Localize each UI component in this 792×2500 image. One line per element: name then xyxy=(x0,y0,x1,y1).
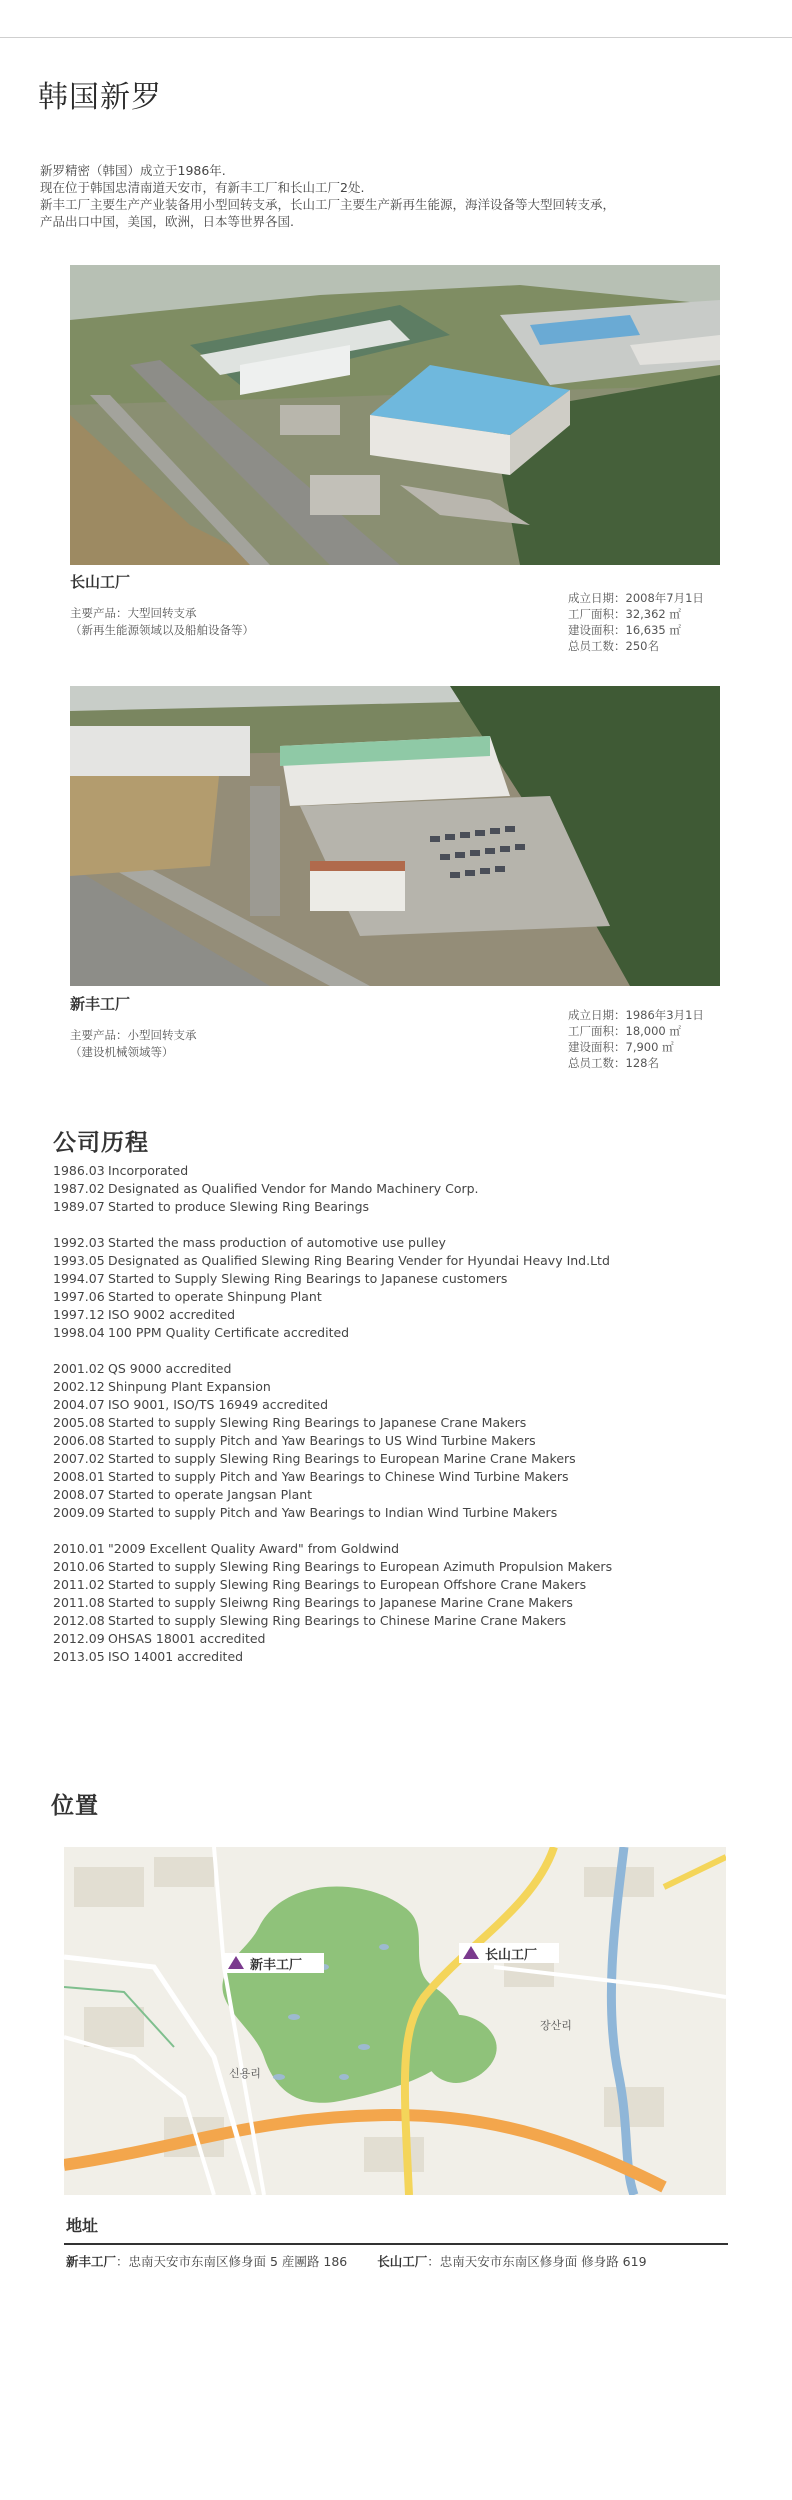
history-event: Started to supply Pitch and Yaw Bearings to Chinese Wind Turbine Makers xyxy=(108,1469,569,1484)
history-item xyxy=(53,1468,753,1486)
history-item xyxy=(53,1270,753,1288)
history-event: Shinpung Plant Expansion xyxy=(108,1379,271,1394)
history-item xyxy=(53,1414,753,1432)
history-item xyxy=(53,1378,753,1396)
history-date: 2012.09 xyxy=(53,1631,105,1646)
history-item xyxy=(53,1432,753,1450)
jangsan-plant-photo xyxy=(70,265,720,565)
history-date: 1997.12 xyxy=(53,1307,105,1322)
history-date: 2011.02 xyxy=(53,1577,105,1592)
history-event: Started to operate Shinpung Plant xyxy=(108,1289,322,1304)
stat-plant-area: 工厂面积：18,000 ㎡ xyxy=(568,1024,681,1038)
shinpung-plant-name: 新丰工厂 xyxy=(70,995,131,1013)
history-title: 公司历程 xyxy=(53,1130,149,1156)
history-event: Designated as Qualified Vendor for Mando Machinery Corp. xyxy=(108,1181,479,1196)
address-text: ：忠南天安市东南区修身面 5 産團路 186 xyxy=(116,2254,348,2269)
history-item xyxy=(53,1180,753,1198)
history-item xyxy=(53,1504,753,1522)
history-date: 2008.07 xyxy=(53,1487,105,1502)
history-event: Started to supply Slewing Ring Bearings to Japanese Crane Makers xyxy=(108,1415,527,1430)
history-date: 2005.08 xyxy=(53,1415,105,1430)
product-line: （新再生能源领域以及船舶设备等） xyxy=(70,623,254,637)
history-date: 2004.07 xyxy=(53,1397,105,1412)
map-label-jangsan-ri: 장산리 xyxy=(540,2019,572,2032)
page-title: 韩国新罗 xyxy=(38,80,162,115)
history-item xyxy=(53,1234,753,1252)
history-item xyxy=(53,1558,753,1576)
history-date: 1998.04 xyxy=(53,1325,105,1340)
intro-line: 新丰工厂主要生产产业装备用小型回转支承，长山工厂主要生产新再生能源，海洋设备等大型回转支承， xyxy=(40,197,616,212)
top-divider xyxy=(0,37,792,38)
shinpung-plant-stats xyxy=(568,1007,704,1071)
history-event: Started to operate Jangsan Plant xyxy=(108,1487,313,1502)
history-item xyxy=(53,1630,753,1648)
stat-founded: 成立日期：1986年3月1日 xyxy=(568,1008,704,1022)
history-date: 1987.02 xyxy=(53,1181,105,1196)
jangsan-plant-name: 长山工厂 xyxy=(70,573,131,591)
history-group-gap xyxy=(53,1342,753,1360)
history-event: Started to supply Sleiwng Ring Bearings to Japanese Marine Crane Makers xyxy=(108,1595,573,1610)
history-item xyxy=(53,1198,753,1216)
history-event: ISO 9001, ISO/TS 16949 accredited xyxy=(108,1397,329,1412)
history-date: 1992.03 xyxy=(53,1235,105,1250)
history-event: Started to supply Slewing Ring Bearings to Chinese Marine Crane Makers xyxy=(108,1613,567,1628)
history-item xyxy=(53,1288,753,1306)
history-date: 2011.08 xyxy=(53,1595,105,1610)
history-item xyxy=(53,1486,753,1504)
intro-line: 产品出口中国，美国，欧洲，日本等世界各国. xyxy=(40,214,294,229)
product-line: （建设机械领域等） xyxy=(70,1045,174,1059)
jangsan-map-marker[interactable] xyxy=(459,1943,559,1963)
history-event: Started to supply Pitch and Yaw Bearings to US Wind Turbine Makers xyxy=(108,1433,536,1448)
history-date: 2007.02 xyxy=(53,1451,105,1466)
history-date: 1989.07 xyxy=(53,1199,105,1214)
shinpung-map-marker[interactable] xyxy=(224,1953,324,1973)
address-name: 长山工厂 xyxy=(377,2254,428,2269)
address-title: 地址 xyxy=(66,2216,99,2235)
history-event: Started the mass production of automotive use pulley xyxy=(108,1235,446,1250)
history-event: Started to Supply Slewing Ring Bearings to Japanese customers xyxy=(108,1271,508,1286)
address-text: ：忠南天安市东南区修身面 修身路 619 xyxy=(427,2254,647,2269)
history-date: 2010.06 xyxy=(53,1559,105,1574)
history-date: 1986.03 xyxy=(53,1163,105,1178)
marker-label: 长山工厂 xyxy=(485,1948,538,1963)
marker-icon xyxy=(228,1956,244,1969)
history-event: Started to supply Slewing Ring Bearings to European Azimuth Propulsion Makers xyxy=(108,1559,613,1574)
stat-building-area: 建设面积：7,900 ㎡ xyxy=(568,1040,674,1054)
stat-building-area: 建设面积：16,635 ㎡ xyxy=(568,623,681,637)
history-group-gap xyxy=(53,1522,753,1540)
address-divider xyxy=(64,2243,728,2245)
history-item xyxy=(53,1360,753,1378)
history-event: Incorporated xyxy=(108,1163,189,1178)
history-item xyxy=(53,1306,753,1324)
history-date: 2010.01 xyxy=(53,1541,105,1556)
history-date: 1997.06 xyxy=(53,1289,105,1304)
stat-founded: 成立日期：2008年7月1日 xyxy=(568,591,704,605)
history-item xyxy=(53,1576,753,1594)
history-group-gap xyxy=(53,1216,753,1234)
history-event: "2009 Excellent Quality Award" from Goldwind xyxy=(108,1541,400,1556)
product-line: 主要产品：大型回转支承 xyxy=(70,606,197,620)
history-event: Designated as Qualified Slewing Ring Bearing Vender for Hyundai Heavy Ind.Ltd xyxy=(108,1253,610,1268)
history-item xyxy=(53,1648,753,1666)
history-date: 2012.08 xyxy=(53,1613,105,1628)
history-item xyxy=(53,1612,753,1630)
history-item xyxy=(53,1450,753,1468)
intro-line: 现在位于韩国忠清南道天安市，有新丰工厂和长山工厂2处. xyxy=(40,180,365,195)
intro-text xyxy=(40,162,740,230)
history-item xyxy=(53,1324,753,1342)
history-event: 100 PPM Quality Certificate accredited xyxy=(108,1325,350,1340)
history-date: 2006.08 xyxy=(53,1433,105,1448)
stat-plant-area: 工厂面积：32,362 ㎡ xyxy=(568,607,681,621)
history-date: 2013.05 xyxy=(53,1649,105,1664)
history-date: 2002.12 xyxy=(53,1379,105,1394)
product-line: 主要产品：小型回转支承 xyxy=(70,1028,197,1042)
jangsan-plant-stats xyxy=(568,590,704,654)
history-event: Started to supply Pitch and Yaw Bearings to Indian Wind Turbine Makers xyxy=(108,1505,558,1520)
history-list xyxy=(53,1162,753,1666)
history-item xyxy=(53,1594,753,1612)
marker-label: 新丰工厂 xyxy=(250,1958,303,1973)
history-date: 2008.01 xyxy=(53,1469,105,1484)
history-date: 2001.02 xyxy=(53,1361,105,1376)
map-label-sinyong-ri: 신용리 xyxy=(229,2067,261,2080)
stat-employees: 总员工数：128名 xyxy=(568,1056,659,1070)
history-event: Started to supply Slewing Ring Bearings to European Marine Crane Makers xyxy=(108,1451,576,1466)
history-date: 2009.09 xyxy=(53,1505,105,1520)
history-item xyxy=(53,1396,753,1414)
history-item xyxy=(53,1162,753,1180)
shinpung-plant-photo xyxy=(70,686,720,986)
address-row xyxy=(66,2252,647,2270)
shinpung-plant-products xyxy=(70,1027,197,1061)
history-event: Started to produce Slewing Ring Bearings xyxy=(108,1199,370,1214)
marker-icon xyxy=(463,1946,479,1959)
history-event: QS 9000 accredited xyxy=(108,1361,232,1376)
history-event: ISO 9002 accredited xyxy=(108,1307,236,1322)
history-item xyxy=(53,1252,753,1270)
history-date: 1993.05 xyxy=(53,1253,105,1268)
location-title: 位置 xyxy=(51,1793,99,1819)
history-date: 1994.07 xyxy=(53,1271,105,1286)
jangsan-plant-products xyxy=(70,605,254,639)
stat-employees: 总员工数：250名 xyxy=(568,639,659,653)
location-map[interactable] xyxy=(64,1847,726,2195)
intro-line: 新罗精密（韩国）成立于1986年. xyxy=(40,163,226,178)
history-item xyxy=(53,1540,753,1558)
history-event: ISO 14001 accredited xyxy=(108,1649,244,1664)
history-event: Started to supply Slewing Ring Bearings to European Offshore Crane Makers xyxy=(108,1577,587,1592)
address-name: 新丰工厂 xyxy=(66,2254,117,2269)
history-event: OHSAS 18001 accredited xyxy=(108,1631,266,1646)
